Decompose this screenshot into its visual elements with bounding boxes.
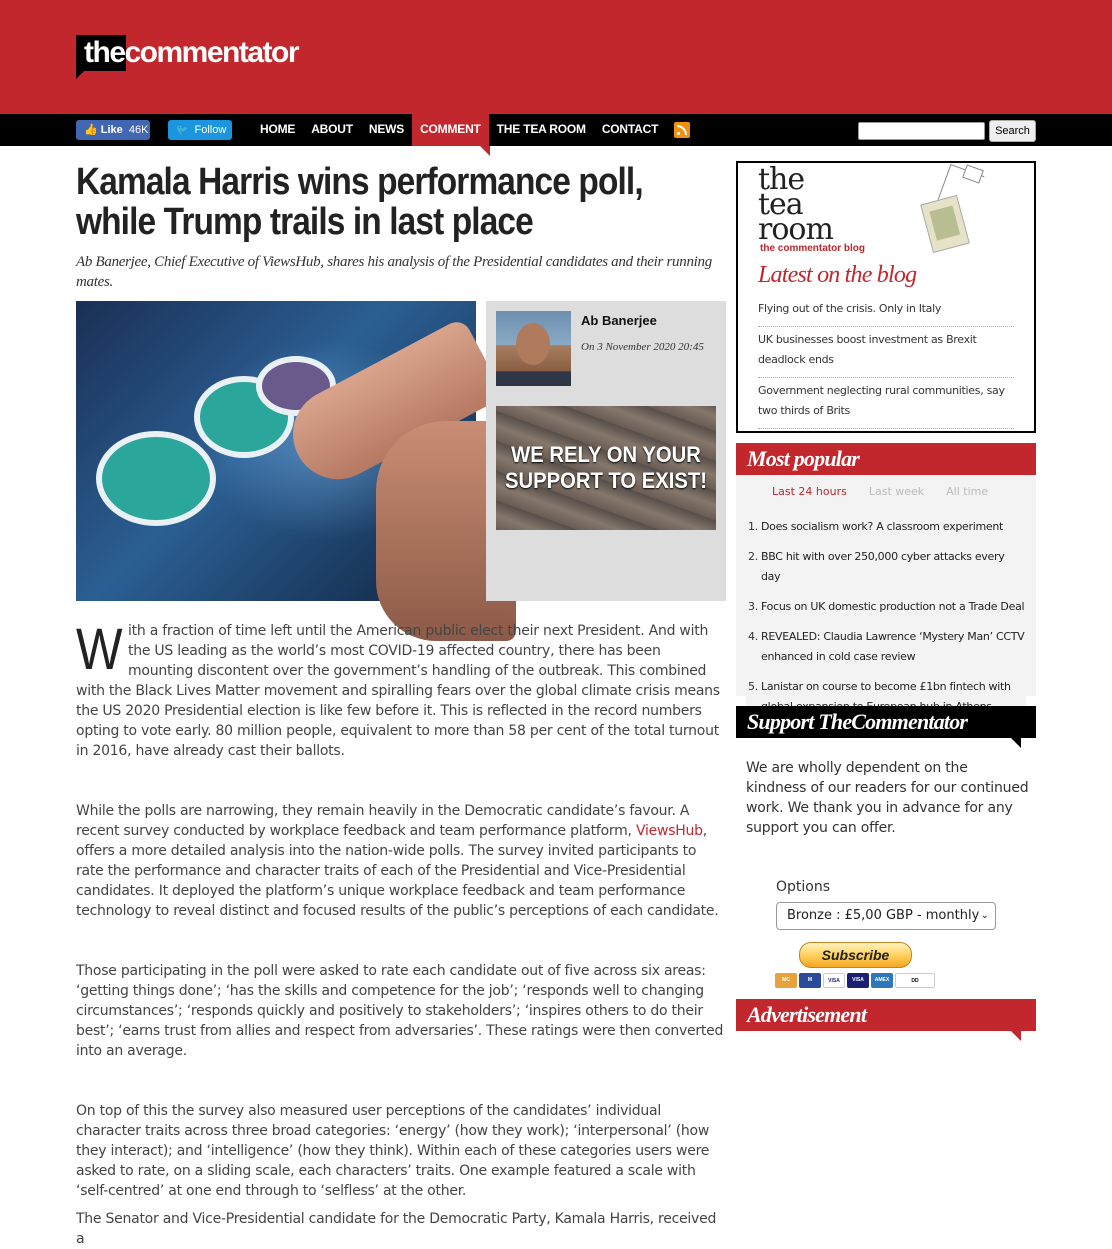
popular-item[interactable] [746, 542, 1026, 592]
advertisement-title: Advertisement [747, 1002, 867, 1027]
direct-debit-icon: DD [895, 973, 935, 988]
advertisement-header [736, 999, 1036, 1031]
popular-item-title: BBC hit with over 250,000 cyber attacks every day [761, 550, 1005, 583]
tearoom-widget [736, 161, 1036, 433]
popular-item[interactable] [746, 512, 1026, 542]
chevron-down-icon: ⌄ [980, 910, 989, 921]
nav-menu [252, 114, 690, 146]
tearoom-logo[interactable] [758, 162, 833, 247]
search-button[interactable]: Search [989, 120, 1036, 142]
popular-item-number: 4. [748, 630, 758, 643]
popular-item[interactable] [746, 592, 1026, 622]
header-notch [1011, 738, 1021, 748]
fb-like-count: 46K [128, 124, 149, 136]
article-paragraph-4: On top of this the survey also measured user perceptions of the candidates’ individual character traits across three broad categories: ‘energy’ (how they work); ‘interpersonal’ (how they interact); and ‘intelligence’ (how they think). Within each of these categories users were asked to rate, on a sliding scale, each characters’ traits. One example featured a scale with ‘self-centred’ at one end through to ‘selfless’ at the other. [76, 1103, 710, 1199]
twitter-bird-icon: 🐦 [176, 125, 189, 136]
fb-like-label: Like [100, 124, 123, 136]
support-header [736, 706, 1036, 738]
tab-all-time[interactable]: All time [946, 485, 989, 498]
paragraph-2-text-b: , offers a more detailed analysis into the nation-wide polls. The survey invited participants to rate the performance and character traits of each of the Presidential and Vice-Presidential candidates. It deployed the platform’s unique workplace feedback and team performance technology to reveal distinct and focused results of the public’s perceptions of each candidate. [76, 823, 719, 919]
visa-electron-icon: VISA [847, 973, 869, 988]
maestro-icon: M [799, 973, 821, 988]
main-navbar [0, 114, 1112, 146]
masthead [0, 0, 1112, 114]
author-face [516, 323, 550, 365]
author-box [486, 301, 726, 601]
popular-tabs [772, 485, 988, 498]
tearoom-subtitle: the commentator blog [760, 243, 866, 254]
popular-item-title: Focus on UK domestic production not a Trade Deal [761, 600, 1025, 613]
header-notch [1011, 1031, 1021, 1041]
nav-item-about[interactable]: ABOUT [311, 122, 353, 136]
article-paragraph-5: The Senator and Vice-Presidential candidate for the Democratic Party, Kamala Harris, received a [76, 1211, 717, 1247]
popular-item-number: 3. [748, 600, 758, 613]
paragraph-1-text: ith a fraction of time left until the American public elect their next President. And with the US leading as the world’s most COVID-19 affected country, there has been mounting discontent over the government’s handling of the outbreak. This combined with the Black Lives Matter movement and spiralling fears over the global climate crisis means the US 2020 Presidential election is like few before it. This is reflected in the record numbers opting to vote early. 80 million people, equivalent to more than 58 per cent of the total turnout in 2016, have already cast their ballots. [76, 623, 720, 759]
tab-last-week[interactable]: Last week [868, 485, 925, 498]
blog-heading: Latest on the blog [758, 262, 917, 288]
tearoom-logo-line-1: the [758, 162, 805, 197]
nav-item-tea-room[interactable]: THE TEA ROOM [496, 122, 586, 136]
tab-last-24-hours[interactable]: Last 24 hours [772, 485, 847, 498]
blog-item[interactable]: Flying out of the crisis. Only in Italy [758, 296, 1014, 327]
article-standfirst: Ab Banerjee, Chief Executive of ViewsHub, shares his analysis of the Presidential candidates and their running mates. [76, 254, 712, 290]
nav-item-contact[interactable]: CONTACT [601, 122, 659, 136]
options-selected-value: Bronze : £5,00 GBP - monthly [787, 908, 980, 923]
most-popular-title: Most popular [747, 446, 860, 471]
thumbs-up-icon: 👍 [84, 124, 98, 136]
rss-icon[interactable] [674, 122, 690, 138]
paragraph-2-text-a: While the polls are narrowing, they remain heavily in the Democratic candidate’s favour. A recent survey conducted by workplace feedback and team performance platform, [76, 803, 690, 839]
author-avatar[interactable] [496, 311, 571, 386]
support-banner[interactable] [496, 406, 716, 530]
article-paragraph-2 [76, 801, 726, 921]
twitter-follow-button[interactable] [168, 120, 232, 140]
subscription-options-select[interactable] [776, 902, 996, 930]
support-banner-text: WE RELY ON YOUR SUPPORT TO EXIST! [504, 442, 708, 493]
blog-item[interactable]: UK businesses boost investment as Brexit deadlock ends [758, 327, 1014, 378]
popular-item-title: Does socialism work? A classroom experiment [761, 520, 1004, 533]
popular-item-number: 5. [748, 680, 758, 693]
dropcap: W [76, 617, 123, 682]
amex-icon: AMEX [871, 973, 893, 988]
article-paragraph-3: Those participating in the poll were asked to rate each candidate out of five across six areas: ‘getting things done’; ‘has the skills and competence for the job’; ‘responds well to changing circumstances’; ‘responds quickly and positively to stakeholders’; ‘inspires others to do their best’; ‘earns trust from allies and respect from adversaries’. These ratings were then converted into an average. [76, 963, 724, 1059]
most-popular-panel [736, 475, 1036, 696]
logo-text: thecommentator [84, 36, 299, 69]
twitter-follow-label: Follow [194, 124, 227, 136]
visa-icon: VISA [823, 973, 845, 988]
support-title: Support TheCommentator [747, 709, 968, 734]
article-date: On 3 November 2020 20:45 [581, 341, 704, 353]
payment-card-logos [775, 973, 935, 988]
nav-item-home[interactable]: HOME [260, 122, 296, 136]
popular-item[interactable] [746, 622, 1026, 672]
mastercard-icon: MC [775, 973, 797, 988]
article-paragraph-1 [76, 617, 726, 761]
support-text: We are wholly dependent on the kindness of our readers for our continued work. We thank you in advance for any support you can offer. [746, 760, 1029, 836]
popular-item-number: 2. [748, 550, 758, 563]
author-name[interactable]: Ab Banerjee [581, 313, 657, 328]
blog-item[interactable]: Government neglecting rural communities, say two thirds of Brits [758, 378, 1014, 429]
popular-item-title: REVEALED: Claudia Lawrence ‘Mystery Man’ CCTV enhanced in cold case review [761, 630, 1025, 663]
popular-item-title: Lanistar on course to become £1bn fintech with [761, 680, 1011, 693]
tearoom-logo-line-2: tea [758, 187, 803, 222]
blog-list [758, 296, 1014, 429]
options-label: Options [776, 879, 831, 895]
nav-item-comment[interactable]: COMMENT [412, 114, 489, 146]
happy-face-icon [96, 431, 216, 526]
nav-item-news[interactable]: NEWS [368, 122, 405, 136]
viewshub-link[interactable]: ViewsHub [635, 823, 703, 839]
subscribe-button[interactable]: Subscribe [799, 942, 912, 968]
search-input[interactable] [858, 122, 985, 140]
most-popular-header [736, 443, 1036, 475]
article-hero-image [76, 301, 476, 601]
popular-item-number: 1. [748, 520, 758, 533]
popular-list [746, 512, 1026, 722]
article-headline: Kamala Harris wins performance poll, while Trump trails in last place [76, 161, 643, 243]
facebook-like-button[interactable] [76, 120, 150, 140]
tearoom-logo-line-3: room [758, 212, 833, 247]
